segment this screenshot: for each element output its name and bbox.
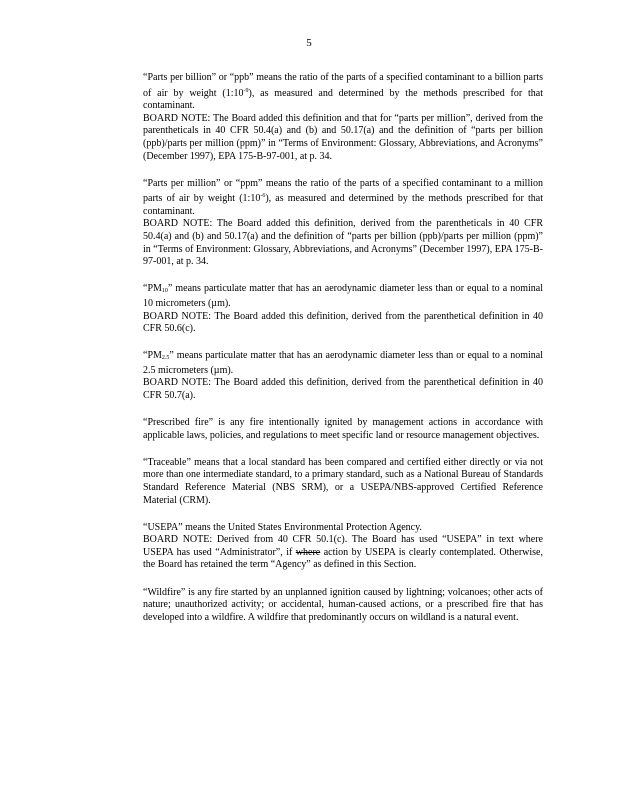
definition-text: “Parts per billion” or “ppb” means the ratio of the parts of a specified contaminant to a billion parts of air by weight $(1:10^{-9})$, as measured and determined by the methods prescribed for that contaminant. [143,72,543,112]
board-note: BOARD NOTE: Derived from 40 CFR 50.1(c). The Board has used “USEPA” in text where USEPA has used “Administrator”, if where action by USEPA is clearly contemplated. Otherwise, the Board has retained the term “Agency” as defined in this Section. [143,534,543,571]
exponent: -6 [260,193,266,200]
exponent: -9 [243,87,249,94]
definition-text: “Traceable” means that a local standard has been compared and certified either directly or via not more than one intermediate standard, to a primary standard, such as a National Bureau of Standards Standard Reference Material (NBS SRM), or a USEPA/NBS-approved Certified Reference Material (CRM). [143,456,543,506]
definition-text: “PM10” means particulate matter that has an aerodynamic diameter less than or equal to a nominal 10 micrometers (µm). [143,283,543,309]
definition-text: “Prescribed fire” is any fire intentionally ignited by management actions in accordance with applicable laws, policies, and regulations to meet specific land or resource management objectives. [143,417,543,441]
struck-text: where [295,546,321,558]
definition-parts-per-billion [143,72,543,163]
board-note: BOARD NOTE: The Board added this definition, derived from the parenthetical definition in 40 CFR 50.6(c). [143,310,543,335]
definition-text: “Wildfire” is any fire started by an unplanned ignition caused by lightning; volcanoes; other acts of nature; unauthorized activity; or accidental, human-caused actions, or a prescribed fire that has developed into a wildfire. A wildfire that predominantly occurs on wildland is a natural event. [143,586,543,623]
definition-usepa [143,522,543,572]
definition-text: “PM2.5” means particulate matter that has an aerodynamic diameter less than or equal to a nominal 2.5 micrometers (µm). [143,350,543,376]
definition-traceable [143,457,543,507]
board-note: BOARD NOTE: The Board added this definition and that for “parts per million”, derived from the parentheticals in 40 CFR 50.4(a) and (b) and 50.17(a) and the definition of “parts per billion (ppb)/parts per million (ppm)” in “Terms of Environment: Glossary, Abbreviations, and Acronyms” (December 1997), EPA 175-B-97-001, at p. 34. [143,112,543,162]
subscript: 10 [161,288,168,295]
page-number: 5 [306,37,312,49]
board-note: BOARD NOTE: The Board added this definition, derived from the parentheticals in 40 CFR 50.4(a) and (b) and 50.17(a) and the definition of “parts per billion (ppb)/parts per million (ppm)” in “Terms of Environment: Glossary, Abbreviations, and Acronyms” (December 1997), EPA 175-B-97-001, at p. 34. [143,218,543,268]
board-note: BOARD NOTE: The Board added this definition, derived from the parenthetical definition in 40 CFR 50.7(a). [143,377,543,401]
definition-wildfire [143,587,543,625]
definition-text: “USEPA” means the United States Environmental Protection Agency. [143,521,422,533]
definition-prescribed-fire [143,417,543,442]
definition-parts-per-million [143,178,543,269]
definition-pm25 [143,350,543,402]
definition-pm10 [143,283,543,335]
definitions-section [143,72,543,639]
definition-text: “Parts per million” or “ppm” means the ratio of the parts of a specified contaminant to a million parts of air by weight $(1:10^{-6})$, as measured and determined by the methods prescribed for that contaminant. [143,177,543,217]
subscript: 2.5 [161,355,170,362]
